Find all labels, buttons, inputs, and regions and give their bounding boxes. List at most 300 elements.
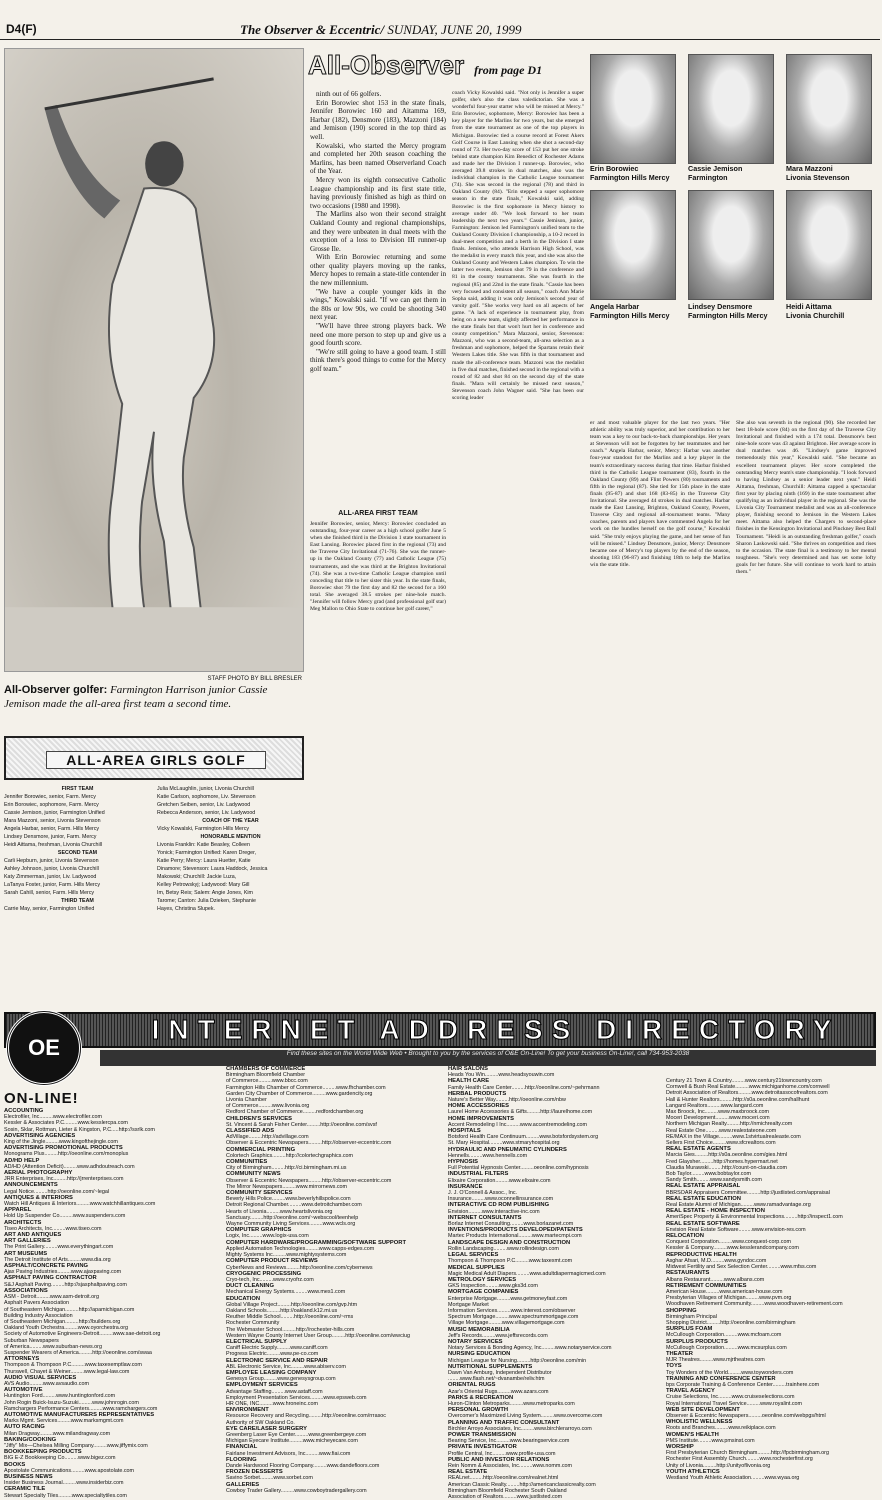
- directory-subtitle: Find these sites on the World Wide Web • Brought to you by the services of O&E On-Line! To get your business On-Line!, call 734-953-2038: [100, 1050, 876, 1066]
- story-body-3: er and most valuable player for the last two years. "Her athletic ability was truly superior, and her contribution to her team was a key to our back-to-back championships. Her years at Stevenson will not be forgotten by her teammates and her coach." Angela Harbar, senior, Mercy: Harbar was another four-year standout for the Marlins and a key player in the team's extraordinary success during that time. Harbar finished third in the Catholic League tournament (83), fourth in the Oakland County (89) and Flint Powers (80) tournaments and fifth in the regional (87). She tied for 15th place in the state finals (95-87) and shot 168 (83-85) in the Traverse City Invitational. She averaged 44 strokes in dual matches. Harbar made the East Lansing, Brighton, Oakland County, Powers, Traverse City and regional all-tournament teams. "Many coaches, parents and players have commented Angela for her work on the hundles herself on the golf course," Kowalski said. "She truly enjoys playing the game, and her sense of fun will be missed." Lindsey Densmore, junior, Mercy: Densmore became one of Mercy's top players by the end of the season, shooting 183 (96-87) and finishing 18th to help the Marlins win the state title.: [590, 420, 730, 568]
- directory-listing[interactable]: Huron-Clinton Metroparks.........www.metroparks.com: [448, 1400, 575, 1407]
- directory-listing[interactable]: AD/HD (Attention Deficit).........www.adhdoutreach.com: [4, 1163, 135, 1170]
- directory-listing[interactable]: Rollin Landscaping.........www.rollindesign.com: [448, 1245, 559, 1252]
- directory-listing[interactable]: Cruise Selections, Inc.........www.cruiseselections.com: [666, 1394, 795, 1401]
- directory-category: EDUCATION: [226, 1295, 261, 1302]
- directory-listing[interactable]: Resource Recovery and Recycling.........http://oeonline.com/rrrasoc: [226, 1413, 386, 1420]
- directory-category: MUSIC MEMORABILIA: [448, 1326, 510, 1333]
- mug-name: Cassie Jemison: [688, 164, 743, 173]
- directory-listing[interactable]: Colortech Graphics.........http://colortechgraphics.com: [226, 1152, 354, 1159]
- directory-category: EMPLOYMENT SERVICES: [226, 1382, 298, 1389]
- directory-listing[interactable]: AmeriSpec Property & Environmental Inspections.........http://inspect1.com: [666, 1214, 843, 1221]
- mug-school: Farmington Hills Mercy: [590, 311, 670, 320]
- directory-listing[interactable]: Presbyterian Villages of Michigan.........www.pvm.org: [666, 1295, 792, 1302]
- directory-listing[interactable]: Thompson & Thompson P.C.........www.taxexemptlaw.com: [4, 1362, 142, 1369]
- directory-listing[interactable]: of Southeastern Michigan.........http://builders.org: [4, 1318, 121, 1325]
- directory-listing[interactable]: Cowboy Trader Gallery.........www.cowboytradergallery.com: [226, 1487, 367, 1494]
- directory-listing[interactable]: Western Wayne County Internet User Group.........http://oeonline.com/wwciug: [226, 1332, 410, 1339]
- story-paragraph: Kowalski, who started the Mercy program and completed her 20th season coaching the Marlins, has been named Observerland Coach of the Year.: [310, 141, 446, 176]
- directory-category: FROZEN DESSERTS: [226, 1469, 283, 1476]
- directory-listing[interactable]: Milan Dragway.........www.milandragway.com: [4, 1430, 111, 1437]
- directory-listing[interactable]: Rochester Community: [226, 1320, 280, 1327]
- directory-listing[interactable]: First Presbyterian Church Birmingham.........http://fpcbirmingham.org: [666, 1450, 829, 1457]
- directory-listing[interactable]: Thurswell, Chayet & Weiner.........www.legal-law.com: [4, 1368, 130, 1375]
- all-area-title: ALL-AREA GIRLS GOLF: [46, 751, 266, 769]
- directory-category: MORTGAGE COMPANIES: [448, 1289, 519, 1296]
- golfer-photo: [4, 48, 304, 672]
- directory-listing[interactable]: Oakland Schools.........http://oakland.k12.mi.us: [226, 1307, 338, 1314]
- directory-category: ANTIQUES & INTERIORS: [4, 1194, 73, 1201]
- story-title: All-Observer: [308, 50, 465, 80]
- directory-listing[interactable]: John Rogin Buick-Isuzu-Suzuki.........www.johnrogin.com: [4, 1399, 139, 1406]
- directory-category: FINANCIAL: [226, 1444, 258, 1451]
- directory-listing[interactable]: Accent Remodeling I Inc.........www.accentremodeling.com: [448, 1121, 588, 1128]
- directory-listing[interactable]: Albans Restaurant.........www.albans.com: [666, 1276, 765, 1283]
- directory-category: LANDSCAPE DESIGN AND CONSTRUCTION: [448, 1239, 571, 1246]
- directory-listing[interactable]: Woodhaven Retirement Community.........www.woodhaven-retirement.com: [666, 1301, 843, 1308]
- directory-category: ACCOUNTING: [4, 1108, 44, 1114]
- directory-listing[interactable]: MJR Theatres.........www.mjrtheatres.com: [666, 1357, 765, 1364]
- directory-listing[interactable]: Information Services.........www.interest.com/observer: [448, 1307, 576, 1314]
- directory-listing[interactable]: Rochester First Assembly Church.........www.rochesterfirst.org: [666, 1456, 813, 1463]
- directory-listing[interactable]: Wayne Community Living Services.........www.wcls.org: [226, 1221, 356, 1228]
- directory-listing[interactable]: Jeff's Records.........www.jeffsrecords.com: [448, 1332, 548, 1339]
- directory-listing[interactable]: Village Mortgage.........www.villagemortgage.com: [448, 1320, 565, 1327]
- roster-left-column: [4, 785, 151, 1010]
- directory-listing[interactable]: Stewart Specialty Tiles.........www.specialtytiles.com: [4, 1492, 127, 1499]
- roster-line: SECOND TEAM: [57, 850, 98, 856]
- mug-caption: [590, 302, 686, 320]
- directory-listing[interactable]: Fred Glaysher.........http://homes.hypermart.net: [666, 1158, 778, 1165]
- directory-listing[interactable]: Genesys Group.........www.genesysgroup.com: [226, 1376, 336, 1383]
- directory-category: LEGAL SERVICES: [448, 1252, 499, 1259]
- directory-listing[interactable]: St. Vincent & Sarah Fisher Center.........http://oeonline.com/svsf: [226, 1121, 377, 1128]
- directory-category: REAL ESTATE APPRAISAL: [666, 1183, 741, 1190]
- directory-listing[interactable]: Progress Electric.........www.pe-co.com: [226, 1351, 319, 1358]
- roster-line: Lindsey Densmore, junior, Farm. Mercy: [4, 834, 97, 840]
- directory-listing[interactable]: HR ONE, INC.........www.hroneinc.com: [226, 1400, 318, 1407]
- story-body-4: She also was seventh in the regional (90). She recorded her best 18-hole score (84) on the first day of the Traverse City Invitational and finished with a 174 total. Densmore's best nine-hole score was 43 against Brighton. Her average score in dual matches was 46. "Lindsey's game improved tremendously this year," Kowalski said. "She became an excellent tournament player. Her score completed the outstanding Mercy team's state championship. "I look forward to having Lindsey as a senior leader next year." Heidi Aittama, freshman, Churchill: Aittama capped a spectacular first year by placing ninth (169) in the state tournament after qualifying as an individual player in the regional. She was the Livonia City Tournament medalist and was an all-conference player, finishing second to Jemison in the Western Lakes meet. Aittama also helped the Chargers to second-place finishes in the Kensington Invitational and Pinckney Best Ball Tournament. "Heidi is an outstanding freshman golfer," coach Sharon Laskowski said. "She thrives on competition and rises to the occasion. The state final is a testimony to her mental toughness. "She's very determined and has set some lofty goals for her future. She will continue to work hard to attain them.": [736, 420, 876, 575]
- roster-line: Vicky Kowalski, Farmington Hills Mercy: [157, 826, 250, 832]
- directory-category: RETIREMENT COMMUNITIES: [666, 1282, 747, 1289]
- directory-listing[interactable]: of Commerce.........www.livonia.org: [226, 1103, 310, 1110]
- directory-listing[interactable]: Garden City Chamber of Commerce.........www.gardencity.org: [226, 1090, 373, 1097]
- directory-listing[interactable]: Westland Youth Athletic Association.........www.wyaa.org: [666, 1475, 800, 1481]
- directory-listing[interactable]: The Webmaster School.........http://rochester-hills.com: [226, 1326, 355, 1333]
- directory-listing[interactable]: Full Potential Hypnosis Center.........oeonline.com/hypnosis: [448, 1165, 589, 1172]
- directory-listing[interactable]: Bearing Service, Inc.........www.bearingservice.com: [448, 1438, 570, 1445]
- directory-listing[interactable]: Huntington Ford.........www.huntingtonford.com: [4, 1393, 116, 1400]
- directory-category: ART GALLERIES: [4, 1238, 51, 1245]
- directory-listing[interactable]: Sellers First Choice.........www.sfcrealtors.com: [666, 1140, 776, 1147]
- directory-category: ATTORNEYS: [4, 1356, 40, 1363]
- directory-listing[interactable]: Detroit Regional Chamber.........www.detroitchamber.com: [226, 1202, 362, 1209]
- directory-listing[interactable]: Sandy Smith.........www.sandysmith.com: [666, 1177, 762, 1184]
- directory-listing[interactable]: Magic Medical Adult Diapers.........www.adultdiapermagicmed.com: [448, 1270, 606, 1277]
- directory-listing[interactable]: Caniff Electric Supply.........www.caniff.com: [226, 1345, 328, 1352]
- directory-listing[interactable]: Apostolate Communications.........www.apostolate.com: [4, 1467, 135, 1474]
- directory-listing[interactable]: Mechanical Energy Systems.........www.mes1.com: [226, 1289, 346, 1296]
- directory-category: AUDIO VISUAL SERVICES: [4, 1374, 77, 1381]
- golfer-silhouette: [5, 49, 303, 671]
- directory-listing[interactable]: McCullough Corporation.........www.mcsurplus.com: [666, 1344, 787, 1351]
- directory-category: PUBLIC AND INVESTOR RELATIONS: [448, 1456, 550, 1463]
- mug-school: Livonia Stevenson: [786, 173, 850, 182]
- directory-listing[interactable]: Asphalt Pavers Association: [4, 1300, 70, 1307]
- directory-category: RELOCATION: [666, 1233, 704, 1240]
- mug-name: Heidi Aittama: [786, 302, 832, 311]
- directory-listing[interactable]: of America.........www.suburban-news.org: [4, 1343, 102, 1350]
- directory-category: SURPLUS PRODUCTS: [666, 1338, 728, 1345]
- directory-category: PLANNING AND TRAFFIC CONSULTANT: [448, 1419, 560, 1426]
- caption-head: All-Observer golfer:: [4, 684, 108, 696]
- directory-listing[interactable]: St. Mary Hospital.........www.stmaryhospital.org: [448, 1140, 560, 1147]
- directory-listing[interactable]: Century 21 Town & Country.........www.century21towncountry.com: [666, 1078, 822, 1084]
- directory-listing[interactable]: Birchler Arroyo Associates, Inc.........www.birchlerarroyo.com: [448, 1425, 592, 1432]
- directory-listing[interactable]: Spectrum Mortgage.........www.spectrummortgage.com: [448, 1314, 579, 1321]
- directory-listing[interactable]: Observer & Eccentric Newspapers.........http://observer-eccentric.com: [226, 1177, 392, 1184]
- mug-photo: [590, 54, 676, 164]
- directory-listing[interactable]: Heads You Win.........www.headsyouwin.com: [448, 1072, 555, 1079]
- directory-category: ORIENTAL RUGS: [448, 1382, 496, 1389]
- directory-category: HOSPITALS: [448, 1128, 481, 1135]
- directory-listing[interactable]: Laurel Home Accessories & Gifts.........http://laurelhome.com: [448, 1109, 593, 1116]
- roster-line: Hayes, Christina Slupek.: [157, 906, 215, 912]
- directory-listing[interactable]: Birmingham Principal: [666, 1313, 717, 1320]
- mug-name: Erin Borowiec: [590, 164, 639, 173]
- directory-category: NURSING EDUCATION: [448, 1351, 511, 1358]
- directory-listing[interactable]: Enterprise Mortgage.........www.getmoneyfast.com: [448, 1295, 568, 1302]
- directory-listing[interactable]: of Southeastern Michigan.........http://apamichigan.com: [4, 1306, 135, 1313]
- directory-listing[interactable]: Langard Realtors.........www.langard.com: [666, 1102, 764, 1109]
- directory-listing[interactable]: Max Broock, Inc.........www.maxbroock.com: [666, 1109, 770, 1116]
- directory-listing[interactable]: Ajax Paving Industries.........www.ajaxpaving.com: [4, 1269, 122, 1276]
- directory-listing[interactable]: Rein Nomm & Associates, Inc.........www.nomm.com: [448, 1463, 573, 1469]
- directory-category: ASPHALT PAVING CONTRACTOR: [4, 1275, 97, 1282]
- directory-category: TRAVEL AGENCY: [666, 1388, 715, 1395]
- directory-column-1: [4, 1108, 220, 1499]
- directory-category: GALLERIES: [226, 1481, 260, 1488]
- roster-line: Tarome; Canton: Julia Dzieken, Stephanie: [157, 898, 256, 904]
- directory-category: WOMEN'S HEALTH: [666, 1431, 719, 1438]
- directory-listing[interactable]: Marcia Gies.........http://s0a.oeonline.com/gies.html: [666, 1152, 788, 1159]
- roster-line: Ashley Johnson, junior, Livonia Churchill: [4, 866, 99, 872]
- directory-listing[interactable]: Borlaz Internet Consulting.........www.borlazanet.com: [448, 1221, 574, 1228]
- directory-category: HYDRAULIC AND PNEUMATIC CYLINDERS: [448, 1146, 567, 1153]
- roster-line: Makowski; Churchill: Jackie Luza,: [157, 874, 237, 880]
- story-column-1b: [310, 506, 446, 1010]
- directory-listing[interactable]: Sosin, Sklar, Rottman, Lieter & Kingston, P.C.....http://ssrlk.com: [4, 1126, 155, 1133]
- story-paragraph: ninth out of 66 golfers.: [316, 90, 382, 98]
- directory-listing[interactable]: Oakland Youth Orchestra.........www.oyorchestra.org: [4, 1325, 129, 1332]
- directory-column-3: [448, 1066, 660, 1500]
- directory-listing[interactable]: JRR Enterprises, Inc.........http://jrrenterprises.com: [4, 1176, 124, 1183]
- story-headline: [308, 50, 584, 86]
- mug-photo: [590, 190, 676, 300]
- directory-listing[interactable]: Kessler & Associates P.C.........www.kesslercpa.com: [4, 1120, 128, 1127]
- directory-category: ART MUSEUMS: [4, 1250, 48, 1257]
- directory-listing[interactable]: CyberNews and Reviews.........http://oeonline.com/cybernews: [226, 1264, 373, 1271]
- directory-listing[interactable]: Envision.........www.interactive-inc.com: [448, 1208, 540, 1215]
- directory-banner: [4, 1012, 876, 1048]
- story-paragraph: Mercy won its eighth consecutive Catholic League championship and its first state title, having previously finished as high as third on two occasions (1980 and 1998).: [310, 175, 446, 210]
- directory-category: INVENTIONS/PRODUCTS DEVELOPED/PATENTS: [448, 1227, 583, 1234]
- directory-listing[interactable]: American House.........www.american-house.com: [666, 1288, 783, 1295]
- directory-listing[interactable]: Electrofiler, Inc.........www.electrofiler.com: [4, 1114, 102, 1121]
- directory-listing[interactable]: Logix, Inc.........www.logix-usa.com: [226, 1233, 309, 1240]
- directory-column-4: [666, 1078, 876, 1481]
- directory-category: HOME IMPROVEMENTS: [448, 1115, 515, 1122]
- directory-listing[interactable]: City of Birmingham.........http://ci.birmingham.mi.us: [226, 1165, 347, 1172]
- directory-listing[interactable]: Mortgage Market: [448, 1301, 489, 1308]
- directory-listing[interactable]: of Commerce.........www.bbcc.com: [226, 1078, 308, 1085]
- directory-category: COMMUNITIES: [226, 1159, 268, 1166]
- mug-name: Lindsey Densmore: [688, 302, 753, 311]
- roster-line: Rebecca Anderson, senior, Liv. Ladywood: [157, 810, 256, 816]
- directory-listing[interactable]: Detroit Association of Realtors.........www.detroitassocofrealtors.com: [666, 1090, 828, 1097]
- mug-name: Mara Mazzoni: [786, 164, 833, 173]
- directory-listing[interactable]: RE/MAX in the Village.........www.1stvirtualrealeaste.com: [666, 1133, 801, 1140]
- directory-category: AUTOMOTIVE: [4, 1387, 43, 1394]
- mug-school: Farmington: [688, 173, 728, 182]
- directory-listing[interactable]: J. J. O'Connell & Assoc., Inc.: [448, 1190, 518, 1197]
- directory-listing[interactable]: Azar's Oriental Rugs.........www.azars.com: [448, 1388, 549, 1395]
- roster-line: Jennifer Borowiec, senior, Farm. Mercy: [4, 794, 96, 800]
- directory-listing[interactable]: Michigan Eyecare Institute.........www.micheyecare.com: [226, 1438, 358, 1445]
- directory-listing[interactable]: Dande Hardwood Flooring Company.........www.dandefloors.com: [226, 1463, 380, 1469]
- directory-listing[interactable]: Legal Notice.........http://oeonline.com/~legal: [4, 1188, 110, 1195]
- directory-listing[interactable]: Moceri Development.........www.moceri.com: [666, 1115, 770, 1122]
- directory-listing[interactable]: Hall & Hunter Realtors.........http://s0a.oeonline.com/hallhunt: [666, 1096, 810, 1103]
- roster-line: HONORABLE MENTION: [200, 834, 261, 840]
- directory-category: YOUTH ATHLETICS: [666, 1468, 720, 1475]
- all-area-roster: [4, 785, 304, 1010]
- roster-line: Im, Betsy Reis; Salem: Angie Jones, Kim: [157, 890, 253, 896]
- directory-category: NOTARY SERVICES: [448, 1338, 503, 1345]
- directory-listing[interactable]: Monograms Plus.........http://oeonline.com/monoplus: [4, 1151, 129, 1158]
- directory-listing[interactable]: Asghar Afsari, M.D.........www.gyndoc.com: [666, 1257, 767, 1264]
- directory-listing[interactable]: Watch Hill Antiques & Interiors.........www.watchhillantiques.com: [4, 1201, 156, 1208]
- directory-listing[interactable]: Profile Central, Inc.........www.profile-usa.com: [448, 1450, 556, 1457]
- directory-category: AUTOMOTIVE MANUFACTURERS REPRESENTATIVES: [4, 1411, 155, 1418]
- directory-listing[interactable]: Bob Taylor.........www.bobtaylor.com: [666, 1171, 751, 1178]
- story-paragraph: "We're still going to have a good team. I still think there's good things to come for the Mercy golf team.": [310, 347, 446, 373]
- directory-listing[interactable]: Real Estate Alumni of Michigan.........www.ramadvantage.org: [666, 1202, 811, 1209]
- roster-line: Kelley Petrowskyj; Ladywood: Mary Gill: [157, 882, 250, 888]
- directory-category: THEATER: [666, 1350, 693, 1357]
- directory-listing[interactable]: Martec Products International.........www.martecmpi.com: [448, 1233, 582, 1240]
- caption-text: Farmington Harrison junior Cassie Jemison made the all-area first team a second time.: [4, 684, 268, 710]
- directory-category: ADVERTISING AGENCIES: [4, 1132, 76, 1139]
- directory-listing[interactable]: Mighty Systems Inc.........www.mightysystems.com: [226, 1252, 347, 1259]
- directory-listing[interactable]: The Detroit Institute of Arts.........www.dia.org: [4, 1256, 111, 1263]
- directory-listing[interactable]: "Jiffy" Mix—Chelsea Milling Company.........www.jiffymix.com: [4, 1442, 148, 1449]
- directory-listing[interactable]: Building Industry Association: [4, 1312, 73, 1319]
- directory-listing[interactable]: Overcomer's Maximized Living System.........www.overcome.com: [448, 1413, 603, 1420]
- directory-listing[interactable]: Association of Realtors.........www.justlisted.com: [448, 1494, 563, 1500]
- directory-column-2: [226, 1066, 442, 1494]
- directory-listing[interactable]: BBRSOAR Appraisers Committee.........http://justlisted.com/appraisal: [666, 1189, 830, 1196]
- all-area-banner: [4, 736, 304, 780]
- story-body-2: coach Vicky Kowalski said. "Not only is Jennifer a super golfer, she's also the class valedictorian. She was a wonderful four-year starter who will be missed at Mercy." Erin Borowiec, sophomore, Mercy: Borowiec has been a key player for the Marlins for two years, but she emerged from the state tournament as one of the top players in Michigan. Borowiec tied a course record at Forest Akers Golf Course in East Lansing when she shot a second-day round of 73. Her two-day score of 153 put her one stroke behind state champion Kim Benedict of Rochester Adams and made her the Division I runner-up. Borowiec, who averaged 39.8 strokes in dual matches, also was the individual champion in the Catholic League tournament (74). She was second in the regional (78) and third in Oakland County (84). "Erin stepped a super sophomore season in the state finals," Kowalski said, adding Borowiec is the first sophomore in Mercy history to average under 40. "We look forward to her team leadership the next two years." Cassie Jemison, junior, Farmington: Jemison led Farmington's unified team to the Oakland County Division I championship, a 10-2 record in dual-meet competition and a berth in the Division I state finals. Jemison, who attends Harrison High School, was the medalist in every match this year, and she was also the Oakland County and Western Lakes champion. To win the latter two events, Jemison shot 79 in the conference and 81 in the county tournaments. She was fourth in the regional (85) and 22nd in the state finals. "Cassie has been very focused and consistent all season," coach Ann Marie Sopha said, adding it was only Jemison's second year of varsity golf. "She works very hard on all aspects of her game. "A lack of experience in tournament play, from being on a new team, slightly affected her performance in the state finals but that won't hurt her in conference and county competition." Mara Mazzoni, senior, Stevenson: Mazzoni, who was a second-team, all-area selection as a freshman and sophomore, helped the Spartans retain their Western Lakes title. She was fifth in that tournament and made the all-conference team. Mazzoni was the medalist in five dual matches, finished second in the regional with a round of 82 and shot 84 on the second day of the state finals. "Mara will certainly be missed next season," Stevenson coach John Wagner said. "She has been our scoring leader: [452, 90, 584, 402]
- directory-listing[interactable]: Northern Michigan Realty.........http://nmichrealty.com: [666, 1121, 793, 1128]
- directory-category: HOME ACCESSORIES: [448, 1103, 509, 1110]
- directory-category: CLASSIFIED ADS: [226, 1128, 275, 1135]
- directory-listing[interactable]: S&J Asphalt Paving.........http://sjasphaltpaving.com: [4, 1281, 127, 1288]
- directory-listing[interactable]: American Classic Realty.........http://americanclassicrealty.com: [448, 1481, 596, 1488]
- story-paragraph: The Marlins also won their second straight Oakland County and regional championships, and they were unbeaten in dual meets with the exception of a loss to Division III runner-up Grosse Ile.: [310, 210, 446, 253]
- directory-listing[interactable]: Envision Real Estate Software.........www.envision-res.com: [666, 1226, 806, 1233]
- directory-listing[interactable]: Applied Automation Technologies.........www.capps-edges.com: [226, 1245, 375, 1252]
- directory-listing[interactable]: Suburban Newspapers: [4, 1337, 59, 1344]
- directory-listing[interactable]: Tiseo Architects, Inc.........www.tiseo.com: [4, 1225, 102, 1232]
- mug-caption: [786, 302, 882, 320]
- photo-caption: [4, 683, 306, 711]
- directory-category: WHOLISTIC WELLNESS: [666, 1419, 733, 1426]
- story-column-3: [590, 420, 730, 1010]
- directory-category: ADVERTISING PROMOTIONAL PRODUCTS: [4, 1145, 123, 1152]
- directory-listing[interactable]: Marks Mgmt. Services.........www.marksmgmt.com: [4, 1418, 124, 1425]
- directory-category: DUCT CLEANING: [226, 1283, 274, 1290]
- directory-listing[interactable]: Advantage Staffing.........www.astaff.com: [226, 1388, 323, 1395]
- directory-category: COMPUTER PRODUCT REVIEWS: [226, 1258, 318, 1265]
- story-body-1b: Jennifer Borowiec, senior, Mercy: Borowiec concluded an outstanding, four-year career as a high school golfer June 5 when she finished third in the Division 1 state tournament in East Lansing. Borowiec placed first in the regional (73) and the Traverse City Invitational (71-76). She was the runner-up in the Oakland County (77) and Catholic League (75) tournaments, and she was third at the Brighton Invitational (74). She was a two-time Catholic League champion until conceding that title to her sister this year. In the state finals, Borowiec shot 79 the first day and 82 the second for a 160 total. She averaged 38.5 strokes per nine-hole match. "Jennifer will follow Mercy grad (and professional golf star) Meg Mallon to Ohio State to continue her golf career,": [310, 521, 446, 613]
- directory-listing[interactable]: Michigan League for Nursing.........http://oeonline.com/min: [448, 1357, 587, 1364]
- roster-line: Carli Hepburn, junior, Livonia Stevenson: [4, 858, 99, 864]
- directory-listing[interactable]: BIG E-Z Bookkeeping Co.........www.bigez.com: [4, 1455, 116, 1462]
- directory-listing[interactable]: Notary Services & Bonding Agency, Inc.........www.notaryservice.com: [448, 1345, 612, 1352]
- directory-listing[interactable]: Toy Wonders of the World.........www.toywonders.com: [666, 1369, 794, 1376]
- story-paragraph: "We'll have three strong players back. We need one more person to step up and give us a good fourth score.: [310, 322, 446, 348]
- directory-listing[interactable]: Employment Presentation Services.........www.epsweb.com: [226, 1394, 367, 1401]
- directory-listing[interactable]: Royal International Travel Service.........www.royalint.com: [666, 1400, 803, 1407]
- mug-caption: [688, 164, 784, 182]
- directory-listing[interactable]: Thompson & Thompson P.C.........www.taxexmt.com: [448, 1258, 573, 1265]
- directory-listing[interactable]: Insurance.........www.oconnellinsurance.com: [448, 1196, 554, 1203]
- directory-category: INDUSTRIAL FILTERS: [448, 1171, 509, 1178]
- directory-category: HAIR SALONS: [448, 1066, 488, 1072]
- directory-listing[interactable]: ASM - Detroit.........www.asm-detroit.org: [4, 1294, 99, 1301]
- directory-listing[interactable]: Authority of SW Oakland Co.: [226, 1419, 295, 1426]
- directory-listing[interactable]: Global Village Project.........http://oeonline.com/gvp.htm: [226, 1301, 358, 1308]
- directory-category: BAKING/COOKING: [4, 1436, 57, 1443]
- directory-category: BOOKKEEPING PRODUCTS: [4, 1449, 82, 1456]
- roster-line: Livonia Franklin: Katie Beasley, Colleen: [157, 842, 250, 848]
- directory-listing[interactable]: Birmingham Bloomfield Chamber: [226, 1072, 306, 1079]
- directory-category: REAL ESTATE AGENTS: [666, 1146, 731, 1153]
- directory-category: ELECTRICAL SUPPLY: [226, 1338, 287, 1345]
- directory-listing[interactable]: PMS Institute.........www.pmsinst.com: [666, 1437, 755, 1444]
- directory-category: AERIAL PHOTOGRAPHY: [4, 1170, 73, 1177]
- directory-listing[interactable]: Elixaire Corporation.........www.elixaire.com: [448, 1177, 551, 1184]
- directory-listing[interactable]: Birmingham Bloomfield Rochester South Oakland: [448, 1487, 567, 1494]
- roster-line: Dinamore; Stevenson: Laura Haddock, Jessica: [157, 866, 268, 872]
- directory-listing[interactable]: Reuther Middle School.........http://oeonline.com/~rms: [226, 1314, 354, 1321]
- directory-listing[interactable]: Redford Chamber of Commerce.........redfordchamber.org: [226, 1109, 364, 1116]
- directory-listing[interactable]: Observer & Eccentric Newspapers.........oeonline.com/webpgs/html: [666, 1412, 826, 1419]
- directory-listing[interactable]: Midwest Fertility and Sex Selection Center.........www.mfss.com: [666, 1264, 817, 1271]
- directory-category: REAL ESTATE - HOME INSPECTION: [666, 1208, 765, 1215]
- directory-listing[interactable]: Claudia Murawski.........http://count-on-claudia.com: [666, 1164, 788, 1171]
- directory-category: HYPNOSIS: [448, 1159, 478, 1166]
- directory-listing[interactable]: Farmington Hills Chamber of Commerce.........www.fhchamber.com: [226, 1084, 386, 1091]
- directory-listing[interactable]: McCullough Corporation.........www.mcfoam.com: [666, 1332, 782, 1339]
- directory-listing[interactable]: bps Corporate Training & Conference Center.........trainhere.com: [666, 1381, 820, 1388]
- directory-listing[interactable]: Kessler & Company.........www.kesslerandcompany.com: [666, 1245, 799, 1252]
- directory-category: REAL ESTATE: [448, 1469, 488, 1476]
- roster-line: Katie Perry; Mercy: Laura Huetter, Katie: [157, 858, 251, 864]
- directory-listing[interactable]: Greenberg Laser Eye Center.........www.greenbergeye.com: [226, 1431, 367, 1438]
- directory-listing[interactable]: Shopping District.........http://oeonline.com/birmingham: [666, 1319, 796, 1326]
- directory-listing[interactable]: King of the Jingle.........www.kingofthejingle.com: [4, 1139, 118, 1146]
- directory-category: PRIVATE INVESTIGATOR: [448, 1444, 517, 1451]
- directory-listing[interactable]: Cornwell & Bush Real Estate.........www.michiganhome.com/cornwell: [666, 1084, 830, 1091]
- directory-listing[interactable]: Hearts of Livonia.........www.heartslivonia.org: [226, 1208, 333, 1215]
- story-paragraph: "We have a couple younger kids in the wings," Kowalski said. "If we can get them in the 80s or low 90s, we could be shooting 340 next year.: [310, 287, 446, 322]
- directory-category: WEB SITE DEVELOPMENT: [666, 1406, 740, 1413]
- directory-listing[interactable]: Hold Up Suspender Co.........www.suspenders.com: [4, 1213, 126, 1220]
- directory-category: EYE CARE/LASER SURGERY: [226, 1425, 307, 1432]
- directory-listing[interactable]: Cryo-tech, Inc.........www.cryofrz.com: [226, 1276, 314, 1283]
- roster-line: THIRD TEAM: [61, 898, 94, 904]
- directory-listing[interactable]: Beverly Hills Police.........www.beverlyhillspolice.com: [226, 1196, 351, 1203]
- directory-listing[interactable]: Insider Business Journal.........www.insiderbiz.com: [4, 1480, 124, 1487]
- directory-listing[interactable]: ABL Electronic Service, Inc.........www.ablserv.com: [226, 1363, 346, 1370]
- directory-listing[interactable]: Society of Automotive Engineers-Detroit.........www.sae-detroit.org: [4, 1331, 161, 1338]
- directory-listing[interactable]: Ramchargers Performance Centers.........www.ramchargers.com: [4, 1405, 158, 1412]
- directory-category: MEDICAL SUPPLIES: [448, 1264, 505, 1271]
- roster-line: Cassie Jemison, junior, Farmington Unified: [4, 810, 105, 816]
- directory-listing[interactable]: Observer & Eccentric Newspapers.........http://observer-eccentric.com: [226, 1140, 392, 1147]
- roster-line: Mara Mazzoni, senior, Livonia Stevenson: [4, 818, 101, 824]
- directory-listing[interactable]: REALnet.........http://oeonline.com/realnet.html: [448, 1475, 559, 1482]
- directory-listing[interactable]: Savino Sorbet.........www.sorbet.com: [226, 1475, 313, 1482]
- directory-listing[interactable]: Livonia Chamber: [226, 1097, 267, 1104]
- directory-listing[interactable]: Roots and Branches.........www.reikiplace.com: [666, 1425, 776, 1432]
- directory-category: SURPLUS FOAM: [666, 1326, 713, 1333]
- story-column-4: [736, 420, 876, 1010]
- directory-listing[interactable]: Botsford Health Care Continuum.........www.botsfordsystem.org: [448, 1134, 599, 1141]
- directory-listing[interactable]: ........www.flash.net/~dvanambe/reliv.htm: [448, 1376, 545, 1383]
- issue-date: SUNDAY, JUNE 20, 1999: [387, 22, 522, 37]
- directory-category: AD/HD HELP: [4, 1157, 40, 1164]
- directory-listing[interactable]: Nature's Better Way.........http://oeonline.com/nbw: [448, 1097, 566, 1104]
- directory-category: ART AND ANTIQUES: [4, 1232, 62, 1239]
- directory-listing[interactable]: AdVillage.........http://advillage.com: [226, 1134, 309, 1141]
- story-column-1: [310, 90, 446, 508]
- directory-category: WORSHIP: [666, 1443, 694, 1450]
- directory-listing[interactable]: Suspender Wearers of America.........http://oeonline.com/swaa: [4, 1349, 152, 1356]
- masthead: [240, 22, 522, 38]
- directory-listing[interactable]: Hennells.........www.hennells.com: [448, 1152, 528, 1159]
- directory-listing[interactable]: The Print Gallery.........www.everythingart.com: [4, 1244, 114, 1251]
- directory-listing[interactable]: AVS Audio.........www.avsaudio.com: [4, 1380, 89, 1387]
- directory-category: PARKS & RECREATION: [448, 1394, 514, 1401]
- directory-listing[interactable]: Real Estate One.........www.realestateone.com: [666, 1127, 777, 1134]
- directory-listing[interactable]: Sanctuary.........http://oeonline.com/~webscool/teenhelp: [226, 1214, 359, 1221]
- directory-listing[interactable]: Fairlane Investment Advisors, Inc.........www.fiai.com: [226, 1450, 351, 1457]
- directory-category: ENVIRONMENT: [226, 1407, 269, 1414]
- directory-listing[interactable]: The Mirror Newspapers.........www.mirrornews.com: [226, 1183, 348, 1190]
- directory-listing[interactable]: Conquest Corporation.........www.conquest-corp.com: [666, 1239, 791, 1246]
- roster-line: Yonick; Farmington Unified: Karen Dreger,: [157, 850, 257, 856]
- directory-listing[interactable]: Family Health Care Center.........http://oeonline.com/~pehrmann: [448, 1084, 600, 1091]
- directory-listing[interactable]: GKS Inspection.........www.gks3d.com: [448, 1283, 538, 1290]
- online-wordmark: ON-LINE!: [4, 1090, 79, 1107]
- directory-category: CRYOGENIC PROCESSING: [226, 1270, 302, 1277]
- directory-listing[interactable]: Dawn Van Amburg, Independent Distributor: [448, 1369, 552, 1376]
- directory-listing[interactable]: Unity of Livonia.........http://unityoflivonia.org: [666, 1462, 771, 1469]
